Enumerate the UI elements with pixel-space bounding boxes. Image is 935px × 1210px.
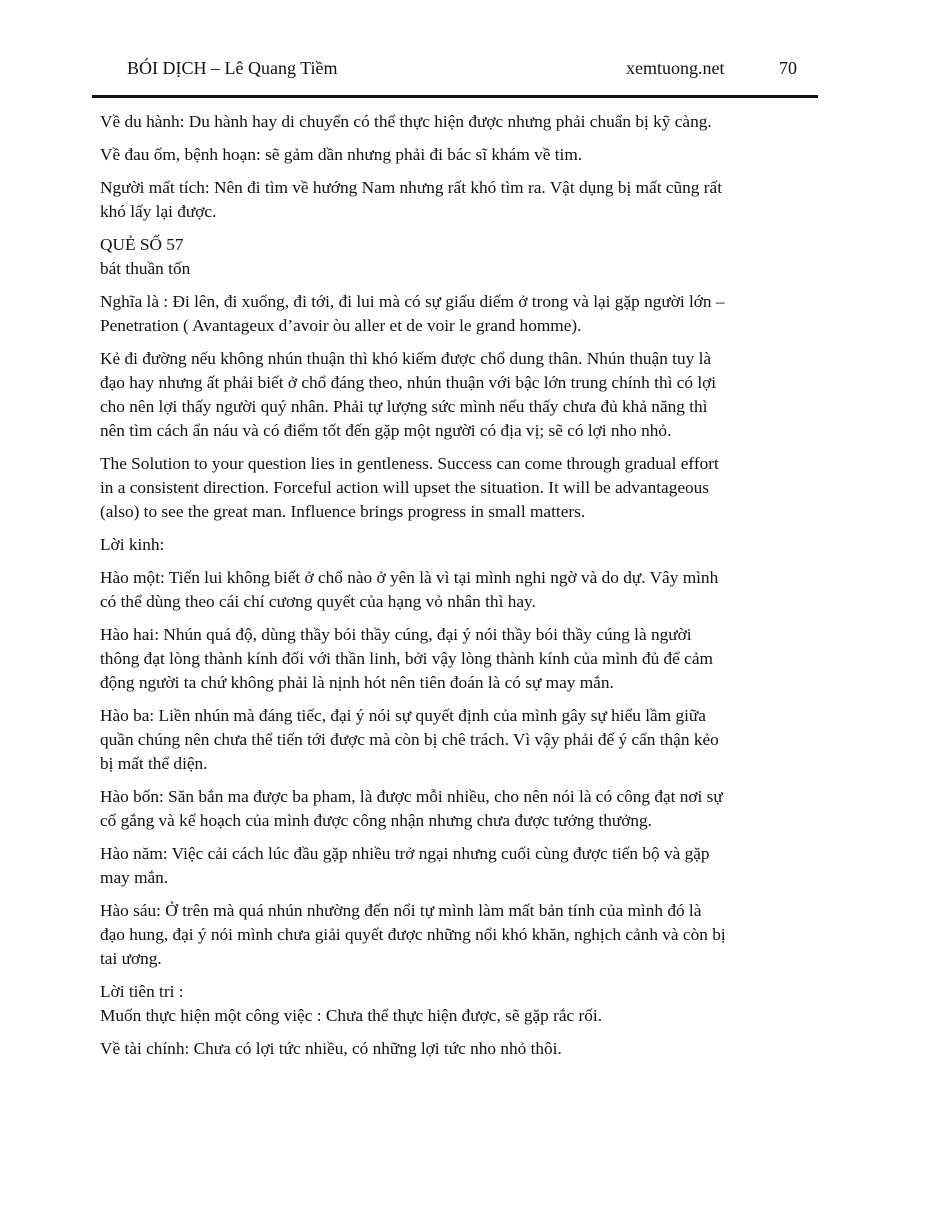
text-line: Về du hành: Du hành hay di chuyển có thể thực hiện được nhưng phải chuẩn bị kỹ càng. xyxy=(100,112,712,131)
text-line: Về tài chính: Chưa có lợi tức nhiều, có những lợi tức nho nhỏ thôi. xyxy=(100,1039,562,1058)
text-line: có thể dùng theo cái chí cương quyết của hạng vỏ nhân thì hay. xyxy=(100,592,536,611)
text-line: Penetration ( Avantageux d’avoir òu aller et de voir le grand homme). xyxy=(100,316,582,335)
paragraph xyxy=(100,452,800,524)
paragraph xyxy=(100,347,800,443)
text-line: nên tìm cách ẩn náu và có điểm tốt đến gặp một người có địa vị; sẽ có lợi nho nhỏ. xyxy=(100,421,672,440)
text-line: Hào năm: Việc cải cách lúc đầu gặp nhiều trở ngại nhưng cuối cùng được tiến bộ và gặp xyxy=(100,844,710,863)
paragraph xyxy=(100,143,800,167)
text-line: khó lấy lại được. xyxy=(100,202,217,221)
text-line: The Solution to your question lies in gentleness. Success can come through gradual effort xyxy=(100,454,719,473)
text-line: Về đau ốm, bệnh hoạn: sẽ gảm dần nhưng phải đi bác sĩ khám về tim. xyxy=(100,145,583,164)
text-line: Lời tiên tri : xyxy=(100,982,184,1001)
paragraph xyxy=(100,704,800,776)
document-body xyxy=(100,110,800,1070)
text-line: quần chúng nên chưa thể tiến tới được mà còn bị chê trách. Vì vậy phải để ý cẩn thận kẻo xyxy=(100,730,719,749)
text-line: QUẺ SỐ 57 xyxy=(100,235,184,254)
text-line: động người ta chứ không phải là nịnh hót nên tiên đoán là có sự may mắn. xyxy=(100,673,614,692)
text-line: (also) to see the great man. Influence brings progress in small matters. xyxy=(100,502,586,521)
text-line: may mắn. xyxy=(100,868,169,887)
paragraph xyxy=(100,842,800,890)
text-line: cho nên lợi thấy người quý nhân. Phải tự lượng sức mình nếu thấy chưa đủ khả năng thì xyxy=(100,397,708,416)
text-line: Hào sáu: Ở trên mà quá nhún nhường đến nổi tự mình làm mất bản tính của mình đó là xyxy=(100,901,702,920)
paragraph xyxy=(100,1037,800,1061)
text-line: Hào một: Tiến lui không biết ở chổ nào ở yên là vì tại mình nghi ngờ và do dự. Vây mình xyxy=(100,568,719,587)
text-line: thông đạt lòng thành kính đối với thần linh, bởi vậy lòng thành kính của mình đủ để cảm xyxy=(100,649,713,668)
header-rule xyxy=(92,95,818,98)
paragraph xyxy=(100,110,800,134)
text-line: Lời kinh: xyxy=(100,535,165,554)
paragraph xyxy=(100,980,800,1028)
paragraph xyxy=(100,533,800,557)
text-line: Kẻ đi đường nếu không nhún thuận thì khó kiếm được chổ dung thân. Nhún thuận tuy là xyxy=(100,349,712,368)
text-line: đạo hay nhưng ất phải biết ở chổ đáng theo, nhún thuận với bậc lớn trung chính thì có lợi xyxy=(100,373,717,392)
text-line: Hào ba: Liền nhún mà đáng tiếc, đại ý nói sự quyết định của mình gây sự hiểu lầm giữa xyxy=(100,706,706,725)
text-line: bị mất thể diện. xyxy=(100,754,208,773)
running-header-site: xemtuong.net xyxy=(626,58,725,78)
text-line: Nghĩa là : Đi lên, đi xuống, đi tới, đi lui mà có sự giấu diếm ở trong và lại gặp người lớn – xyxy=(100,292,725,311)
paragraph xyxy=(100,290,800,338)
paragraph xyxy=(100,785,800,833)
paragraph xyxy=(100,176,800,224)
text-line: tai ương. xyxy=(100,949,162,968)
paragraph xyxy=(100,623,800,695)
text-line: in a consistent direction. Forceful action will upset the situation. It will be advantageous xyxy=(100,478,710,497)
paragraph xyxy=(100,899,800,971)
page-number: 70 xyxy=(779,58,797,78)
paragraph xyxy=(100,566,800,614)
text-line: bát thuần tốn xyxy=(100,259,191,278)
text-line: Hào bốn: Săn bắn ma được ba pham, là được mỗi nhiều, cho nên nói là có công đạt nơi sự xyxy=(100,787,723,806)
text-line: Người mất tích: Nên đi tìm về hướng Nam nhưng rất khó tìm ra. Vật dụng bị mất cũng rất xyxy=(100,178,722,197)
text-line: cố gắng và kế hoạch của mình được công nhận nhưng chưa được tưởng thưởng. xyxy=(100,811,653,830)
text-line: Hào hai: Nhún quá độ, dùng thầy bói thầy cúng, đại ý nói thầy bói thầy cúng là người xyxy=(100,625,692,644)
text-line: đạo hung, đại ý nói mình chưa giải quyết được những nổi khó khăn, nghịch cảnh và còn bị xyxy=(100,925,726,944)
running-header-title: BÓI DỊCH – Lê Quang Tiềm xyxy=(127,58,338,78)
text-line: Muốn thực hiện một công việc : Chưa thể thực hiện được, sẽ gặp rắc rối. xyxy=(100,1006,603,1025)
paragraph xyxy=(100,233,800,281)
